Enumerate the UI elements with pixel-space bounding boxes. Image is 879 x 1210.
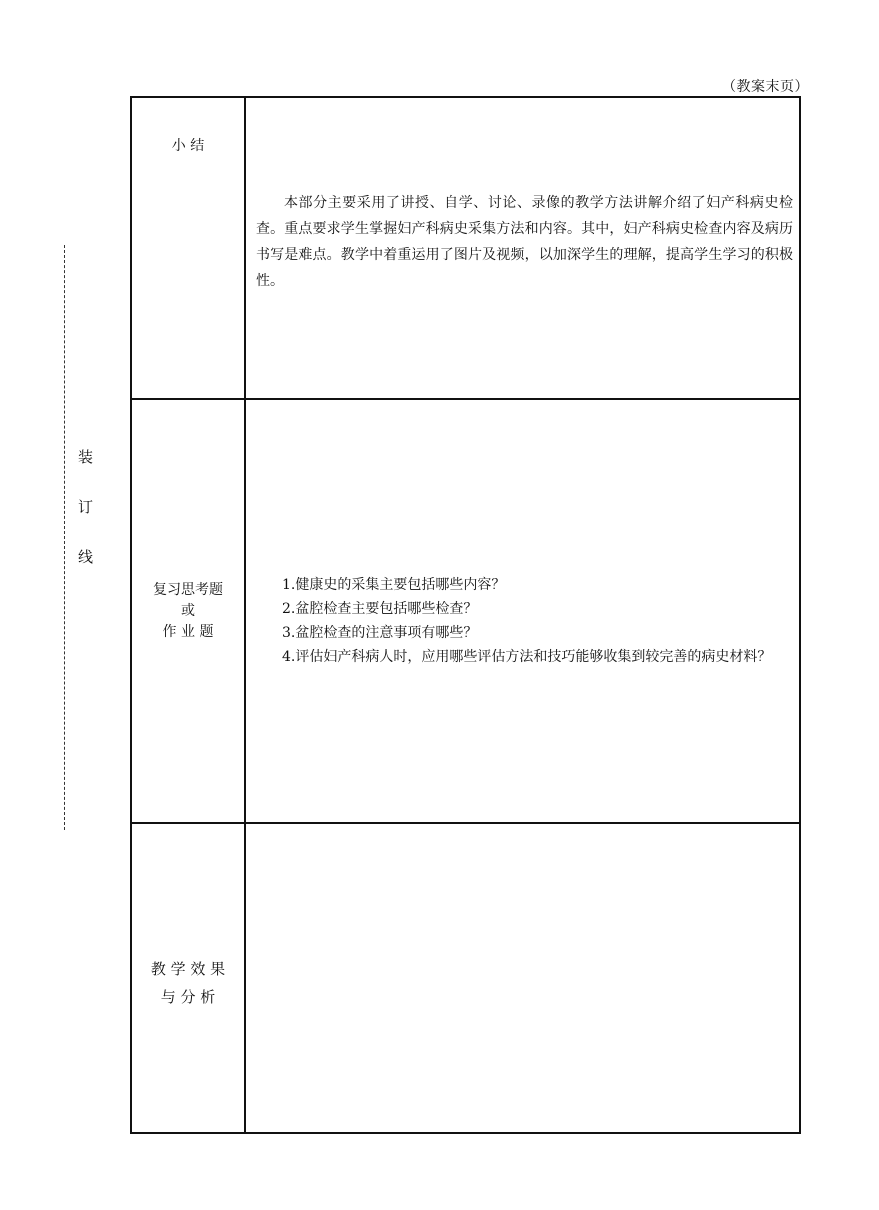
- effect-content-cell: [245, 823, 800, 1133]
- summary-label: 小 结: [171, 138, 205, 154]
- page-note: （教案末页）: [722, 79, 809, 95]
- homework-content-cell: [245, 399, 800, 823]
- homework-row: [131, 399, 800, 823]
- effect-label-cell: [131, 823, 245, 1133]
- summary-text: 本部分主要采用了讲授、自学、讨论、录像的教学方法讲解介绍了妇产科病史检查。重点要求学生掌握妇产科病史采集方法和内容。其中，妇产科病史检查内容及病历书写是难点。教学中着重运用了图片及视频，以加深学生的理解，提高学生学习的积极性。: [256, 195, 793, 289]
- homework-label-line1: 复习思考题: [153, 581, 223, 598]
- effect-label-line1: 教 学 效 果: [150, 960, 226, 978]
- binding-char-2: 订: [78, 498, 94, 516]
- homework-item-3: 3.盆腔检查的注意事项有哪些？: [282, 625, 478, 641]
- summary-label-cell: [131, 97, 245, 399]
- homework-label-line3: 作 业 题: [162, 623, 214, 640]
- homework-item-4: 4.评估妇产科病人时，应用哪些评估方法和技巧能够收集到较完善的病史材料？: [282, 649, 772, 665]
- binding-char-3: 线: [78, 548, 94, 566]
- effect-row: [131, 823, 800, 1133]
- homework-label-cell: [131, 399, 245, 823]
- homework-item-1: 1.健康史的采集主要包括哪些内容？: [282, 577, 506, 593]
- binding-char-1: 装: [78, 448, 94, 466]
- homework-list: [246, 573, 799, 669]
- binding-dashed-line: [64, 245, 65, 830]
- homework-item-2: 2.盆腔检查主要包括哪些检查？: [282, 601, 478, 617]
- summary-content-cell: [245, 97, 800, 399]
- summary-row: [131, 97, 800, 399]
- effect-label-line2: 与 分 析: [160, 988, 216, 1006]
- lesson-plan-table: [130, 96, 801, 1134]
- homework-label-line2: 或: [181, 602, 195, 619]
